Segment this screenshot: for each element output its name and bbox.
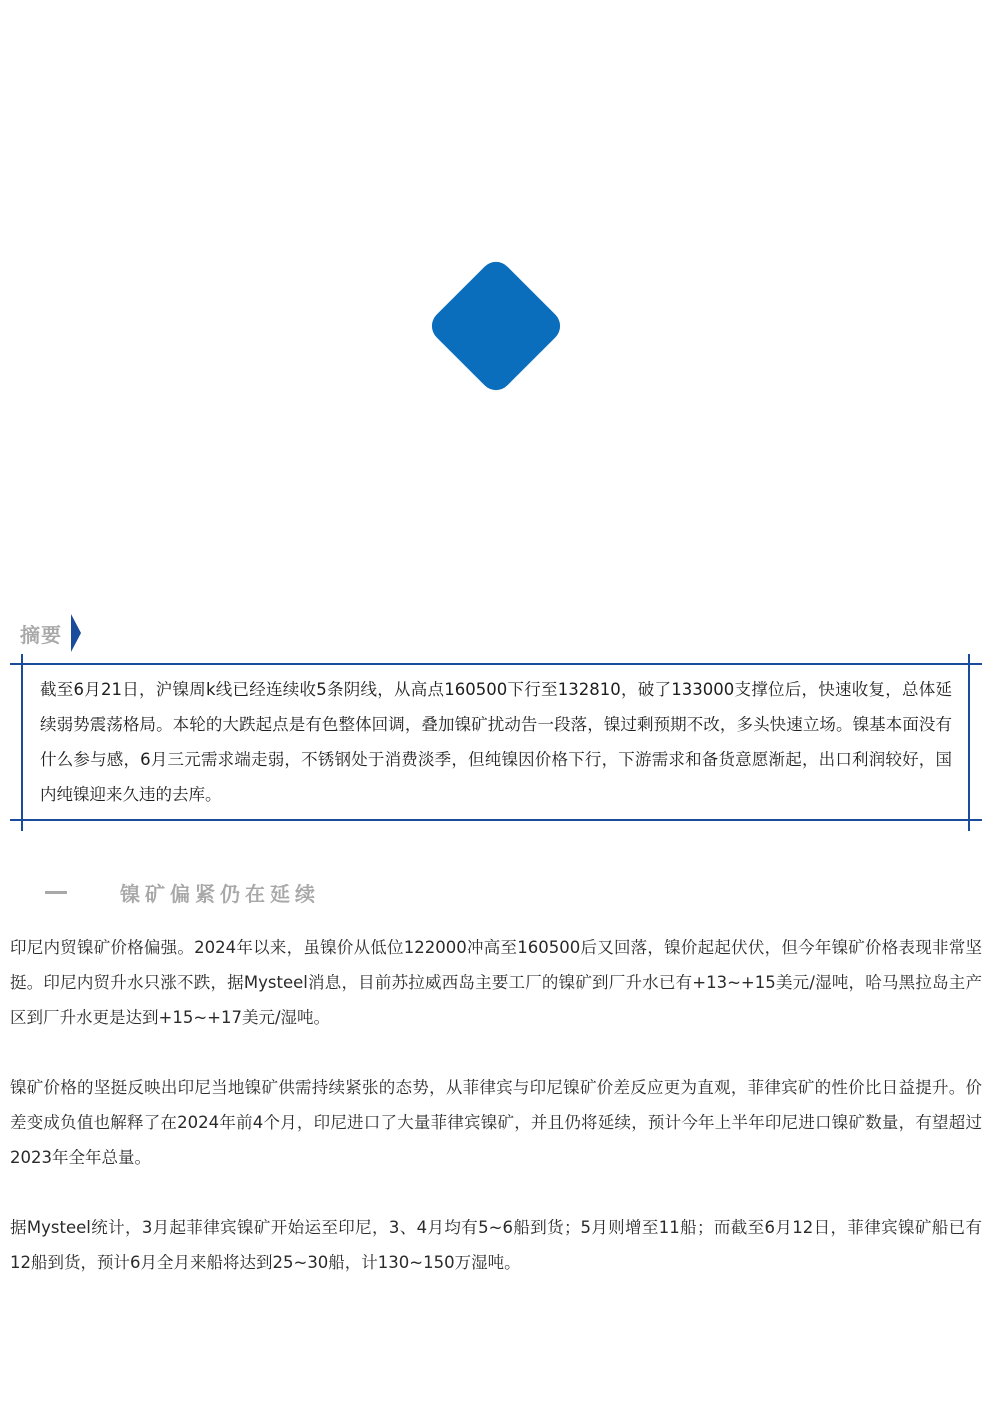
summary-title: 摘要: [20, 622, 62, 647]
summary-heading: [20, 614, 81, 652]
section-heading: [45, 878, 320, 907]
paragraph: 镍矿价格的坚挺反映出印尼当地镍矿供需持续紧张的态势，从菲律宾与印尼镍矿价差反应更为直观，菲律宾矿的性价比日益提升。价差变成负值也解释了在2024年前4个月，印尼进口了大量菲律宾镍矿，并且仍将延续，预计今年上半年印尼进口镍矿数量，有望超过2023年全年总量。: [10, 1078, 982, 1167]
summary-box: [10, 654, 982, 831]
arrow-right-icon: [71, 614, 81, 652]
summary-text: 截至6月21日，沪镍周k线已经连续收5条阴线，从高点160500下行至132810，破了133000支撑位后，快速收复，总体延续弱势震荡格局。本轮的大跌起点是有色整体回调，叠加镍矿扰动告一段落，镍过剩预期不改，多头快速立场。镍基本面没有什么参与感，6月三元需求端走弱，不锈钢处于消费淡季，但纯镍因价格下行，下游需求和备货意愿渐起，出口利润较好，国内纯镍迎来久违的去库。: [40, 680, 952, 804]
section-number-dash: [45, 891, 67, 894]
paragraph: 据Mysteel统计，3月起菲律宾镍矿开始运至印尼，3、4月均有5~6船到货；5月则增至11船；而截至6月12日，菲律宾镍矿船已有12船到货，预计6月全月来船将达到25~30船，计130~150万湿吨。: [10, 1218, 982, 1272]
paragraph: 印尼内贸镍矿价格偏强。2024年以来，虽镍价从低位122000冲高至160500后又回落，镍价起起伏伏，但今年镍矿价格表现非常坚挺。印尼内贸升水只涨不跌，据Mysteel消息，目前苏拉威西岛主要工厂的镍矿到厂升水已有+13~+15美元/湿吨，哈马黑拉岛主产区到厂升水更是达到+15~+17美元/湿吨。: [10, 938, 982, 1027]
summary-border-right: [968, 654, 970, 831]
summary-border-left: [21, 654, 23, 831]
logo-diamond-icon: [425, 255, 566, 396]
section-title: 镍矿偏紧仍在延续: [120, 882, 320, 906]
summary-border-bottom: [10, 819, 982, 821]
summary-border-top: [10, 663, 982, 665]
